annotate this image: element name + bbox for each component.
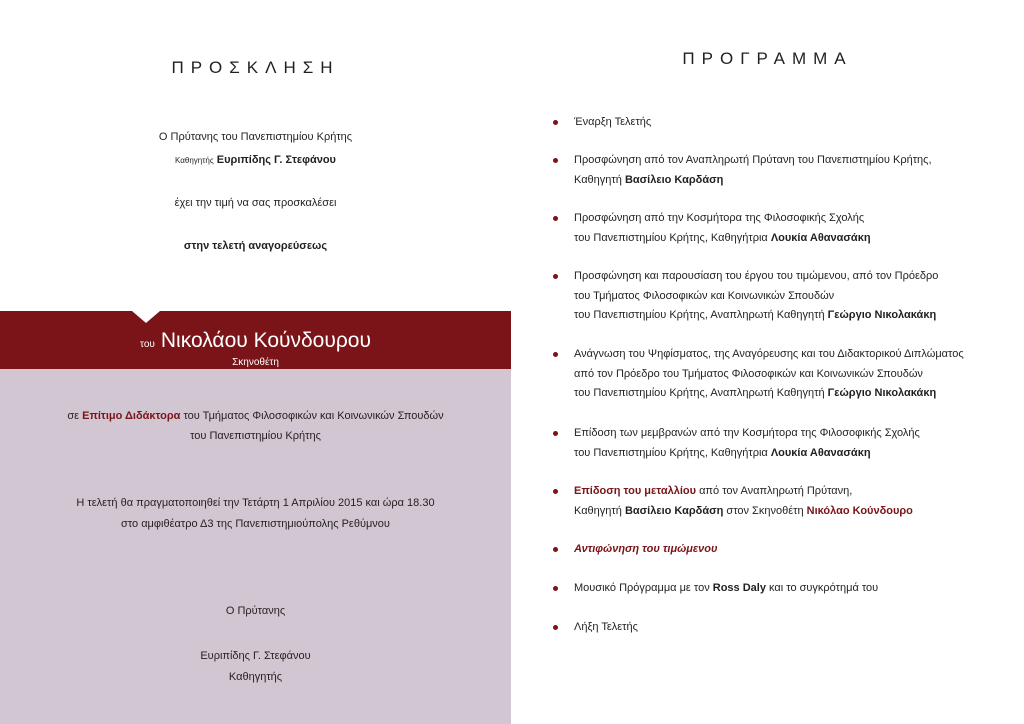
signature-name: Ευριπίδης Γ. Στεφάνου [200,650,311,662]
invitation-panel [0,0,511,724]
program-text: του Πανεπιστημίου Κρήτης, Αναπληρωτή Καθηγητή [574,309,828,321]
bullet-icon [553,431,558,436]
bullet-icon [553,216,558,221]
program-text: Βασίλειο Καρδάση [624,504,724,517]
program-text: του Πανεπιστημίου Κρήτης, Αναπληρωτή Καθηγητή [574,387,828,399]
program-item-line [574,267,938,287]
program-item [574,151,932,190]
program-item-line [574,618,638,638]
program-text: Προσφώνηση από την Κοσμήτορα της Φιλοσοφικής Σχολής [574,212,865,224]
program-text: Προσφώνηση από τον Αναπληρωτή Πρύτανη του Πανεπιστημίου Κρήτης, [574,154,932,166]
bullet-icon [553,586,558,591]
program-text: Ross Daly [712,582,766,594]
bullet-icon [553,352,558,357]
ceremony-text: στην τελετή αναγορεύσεως [183,240,328,252]
program-text: και το συγκρότημά του [765,582,879,594]
program-text: Νικόλαο Κούνδουρο [806,504,913,517]
program-text: Έναρξη Τελετής [574,116,652,128]
program-item-line [574,444,920,464]
program-text: του Πανεπιστημίου Κρήτης, Καθηγήτρια [574,231,771,244]
program-item-line [574,287,938,307]
program-item [574,618,638,638]
program-item-line [574,424,920,444]
honoree-prefix: του [140,339,155,350]
program-item-line [574,579,878,599]
program-text: Ανάγνωση του Ψηφίσματος, της Αναγόρευσης και του Διδακτορικού Διπλώματος [574,348,964,360]
program-text: του Τμήματος Φιλοσοφικών και Κοινωνικών Σπουδών [574,289,835,302]
program-text: Μουσικό Πρόγραμμα με τον [574,582,713,594]
program-item-line [574,171,932,191]
bullet-icon [553,120,558,125]
program-item [574,482,913,521]
bullet-icon [553,547,558,552]
program-item-line [574,365,964,385]
program-item-line [574,306,938,326]
bullet-icon [553,274,558,279]
program-text: Βασίλειο Καρδάση [624,173,724,186]
bullet-icon [553,625,558,630]
program-text: Καθηγητή [574,504,625,517]
signature-title: Ο Πρύτανης [225,605,286,617]
doctor-title: Επίτιμο Διδάκτορα [82,410,181,422]
as-text: σε [67,410,80,422]
rector-name-line [0,154,511,166]
program-item-line [574,229,871,249]
program-text: Αντιφώνηση του τιμώμενου [574,543,718,555]
program-item [574,345,964,404]
honoree-role: Σκηνοθέτη [232,357,279,368]
program-text: Λουκία Αθανασάκη [770,446,871,459]
program-item-line [574,151,932,171]
program-item-line [574,113,651,133]
bullet-icon [553,489,558,494]
program-text: Γεώργιο Νικολακάκη [827,309,937,321]
program-item [574,424,920,463]
dept-text: του Τμήματος Φιλοσοφικών και Κοινωνικών Σπουδών [183,410,444,422]
program-text: Προσφώνηση και παρουσίαση του έργου του τιμώμενου, από τον Πρόεδρο [574,270,939,282]
doctor-line [0,410,511,422]
date-text: Η τελετή θα πραγματοποιηθεί την Τετάρτη 1 Απριλίου 2015 και ώρα 18.30 [76,497,435,509]
honor-text: έχει την τιμή να σας προσκαλέσει [174,197,337,209]
program-text: Επίδοση του μεταλλίου [574,485,697,497]
program-item-line [574,540,718,560]
program-text: από τον Αναπληρωτή Πρύτανη, [696,485,853,497]
program-text: Λήξη Τελετής [574,621,638,633]
univ-text: του Πανεπιστημίου Κρήτης [190,430,321,442]
rector-name: Ευριπίδης Γ. Στεφάνου [216,154,336,166]
honoree-name: Νικολάου Κούνδουρου [160,329,371,352]
prof-prefix: Καθηγητής [175,156,214,165]
band-notch [132,311,160,323]
bullet-icon [553,158,558,163]
venue-text: στο αμφιθέατρο Δ3 της Πανεπιστημιούπολης Ρεθύμνου [121,518,390,530]
program-text: Καθηγητή [574,173,625,186]
program-text: του Πανεπιστημίου Κρήτης, Καθηγήτρια [574,446,771,459]
program-item [574,540,718,560]
program-item-line [574,345,964,365]
program-text: Λουκία Αθανασάκη [770,231,871,244]
program-item-line [574,482,913,502]
rector-line: Ο Πρύτανης του Πανεπιστημίου Κρήτης [158,131,353,143]
program-item-line [574,209,871,229]
invitation-title: ΠΡΟΣΚΛΗΣΗ [171,58,340,77]
program-item-line [574,502,913,522]
program-item [574,579,878,599]
program-text: από τον Πρόεδρο του Τμήματος Φιλοσοφικών και Κοινωνικών Σπουδών [574,367,923,380]
program-item [574,209,871,248]
program-title: ΠΡΟΓΡΑΜΜΑ [682,49,853,68]
program-text: στον Σκηνοθέτη [723,504,807,517]
honoree-name-line [0,329,511,353]
honoree-band [0,311,511,369]
signature-role: Καθηγητής [228,671,283,683]
program-text: Επίδοση των μεμβρανών από την Κοσμήτορα της Φιλοσοφικής Σχολής [574,427,920,439]
program-item [574,113,651,133]
program-item [574,267,938,326]
program-text: Γεώργιο Νικολακάκη [827,387,937,399]
program-item-line [574,384,964,404]
